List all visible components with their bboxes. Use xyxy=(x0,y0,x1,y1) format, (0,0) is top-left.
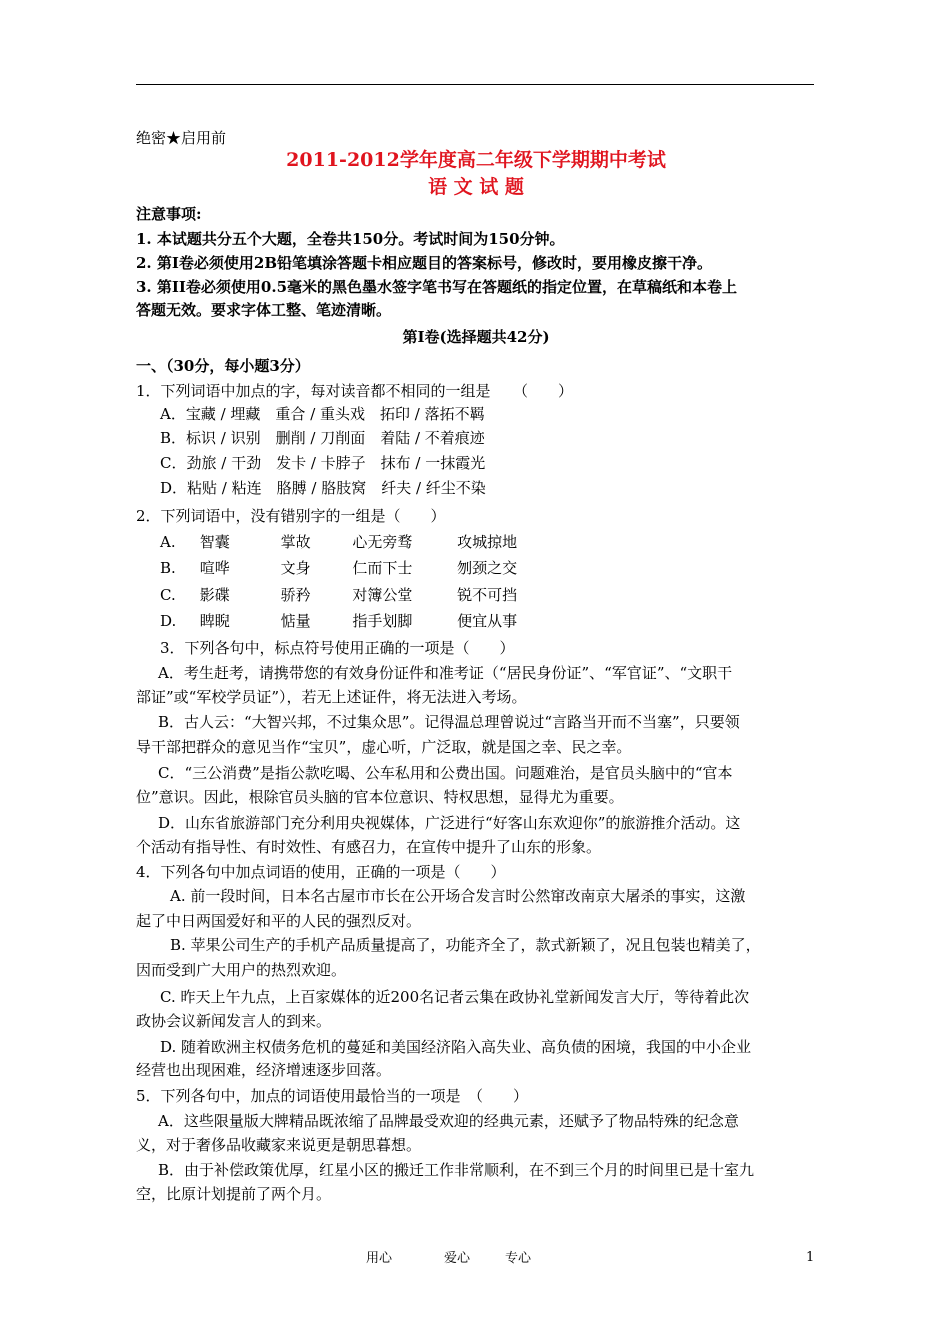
q2-word: 睥睨 xyxy=(199,612,230,630)
notice-item: 2. 第Ⅰ卷必须使用2B铅笔填涂答题卡相应题目的答案标号，修改时，要用橡皮擦干净。 xyxy=(136,254,713,272)
notice-heading: 注意事项: xyxy=(136,205,202,223)
q3-line: 个活动有指导性、有时效性、有感召力，在宣传中提升了山东的形象。 xyxy=(136,838,602,856)
q2-label: A. xyxy=(160,533,176,551)
q5-line: B．由于补偿政策优厚，红星小区的搬迁工作非常顺利，在不到三个月的时间里已是十室九 xyxy=(158,1161,755,1179)
q1-option-c: C．劲旅 / 干劲 发卡 / 卡脖子 抹布 / 一抹霞光 xyxy=(160,454,486,472)
page-number: 1 xyxy=(806,1250,815,1265)
q4-line: C. 昨天上午九点，上百家媒体的近200名记者云集在政协礼堂新闻发言大厅，等待着此次 xyxy=(160,988,750,1006)
footer-item: 爱心 xyxy=(444,1251,471,1266)
notice-item: 答题无效。要求字体工整、笔迹清晰。 xyxy=(136,301,392,319)
q2-word: 攻城掠地 xyxy=(457,533,518,551)
q2-word: 锐不可挡 xyxy=(457,586,518,604)
q3-line: 部证”或“军校学员证”），若无上述证件，将无法进入考场。 xyxy=(136,688,527,706)
q2-label: D. xyxy=(160,612,177,630)
exam-subtitle: 语 文 试 题 xyxy=(428,176,524,198)
q2-word: 文身 xyxy=(280,559,311,577)
q4-line: 政协会议新闻发言人的到来。 xyxy=(136,1012,332,1030)
q2-word: 影碟 xyxy=(199,586,230,604)
q4-line: 经营也出现困难，经济增速逐步回落。 xyxy=(136,1061,392,1079)
q2-row-b xyxy=(160,558,840,578)
q2-word: 心无旁骛 xyxy=(352,533,413,551)
header-rule xyxy=(136,84,814,85)
question-4-stem: 4．下列各句中加点词语的使用，正确的一项是（ ） xyxy=(136,863,506,881)
q5-line: 空，比原计划提前了两个月。 xyxy=(136,1185,332,1203)
q1-option-b: B．标识 / 识别 删削 / 刀削面 着陆 / 不着痕迹 xyxy=(160,429,485,447)
q2-row-c xyxy=(160,585,840,605)
q2-row-d xyxy=(160,611,840,631)
q5-line: 义，对于奢侈品收藏家来说更是朝思暮想。 xyxy=(136,1136,422,1154)
q2-word: 掌故 xyxy=(280,533,311,551)
q3-line: 导干部把群众的意见当作“宝贝”，虚心听，广泛取，就是国之幸、民之幸。 xyxy=(136,738,632,756)
q2-word: 骄矜 xyxy=(280,586,311,604)
question-1-stem: 1．下列词语中加点的字，每对读音都不相同的一组是 （ ） xyxy=(136,382,574,400)
q2-label: B. xyxy=(160,559,176,577)
q1-option-a: A．宝藏 / 埋藏 重合 / 重头戏 拓印 / 落拓不羁 xyxy=(160,405,485,423)
q3-line: C．“三公消费”是指公款吃喝、公车私用和公费出国。问题难治，是官员头脑中的“官本 xyxy=(158,764,733,782)
q3-line: A．考生赶考，请携带您的有效身份证件和准考证（“居民身份证”、“军官证”、“文职干 xyxy=(158,664,733,682)
footer-item: 用心 xyxy=(366,1251,393,1266)
notice-item: 3. 第II卷必须使用0.5毫米的黑色墨水签字笔书写在答题纸的指定位置，在草稿纸和本卷上 xyxy=(136,278,738,296)
q2-word: 对簿公堂 xyxy=(352,586,413,604)
q2-row-a xyxy=(160,532,840,552)
q3-line: B．古人云：“大智兴邦，不过集众思”。记得温总理曾说过“言路当开而不当塞”，只要领 xyxy=(158,713,740,731)
q2-word: 刎颈之交 xyxy=(457,559,518,577)
q2-word: 指手划脚 xyxy=(352,612,413,630)
q4-line: 因而受到广大用户的热烈欢迎。 xyxy=(136,961,347,979)
part-heading: 一、（30分，每小题3分） xyxy=(136,357,310,375)
notice-item: 1. 本试题共分五个大题，全卷共150分。考试时间为150分钟。 xyxy=(136,230,565,248)
question-2-stem: 2．下列词语中，没有错别字的一组是（ ） xyxy=(136,507,446,525)
secret-label: 绝密★启用前 xyxy=(136,129,227,147)
q4-line: A. 前一段时间，日本名古屋市市长在公开场合发言时公然窜改南京大屠杀的事实，这激 xyxy=(170,887,746,905)
q2-word: 便宜从事 xyxy=(457,612,518,630)
q3-line: D．山东省旅游部门充分利用央视媒体，广泛进行“好客山东欢迎你”的旅游推介活动。这 xyxy=(158,814,741,832)
q4-line: 起了中日两国爱好和平的人民的强烈反对。 xyxy=(136,912,422,930)
q2-word: 智囊 xyxy=(199,533,230,551)
q4-line: D. 随着欧洲主权债务危机的蔓延和美国经济陷入高失业、高负债的困境，我国的中小企业 xyxy=(160,1038,752,1056)
q2-word: 仁而下士 xyxy=(352,559,413,577)
section-title: 第Ⅰ卷(选择题共42分) xyxy=(402,328,550,346)
q5-line: A．这些限量版大牌精品既浓缩了品牌最受欢迎的经典元素，还赋予了物品特殊的纪念意 xyxy=(158,1112,739,1130)
q2-word: 喧哗 xyxy=(199,559,230,577)
exam-title: 2011-2012学年度高二年级下学期期中考试 xyxy=(286,149,666,171)
question-5-stem: 5．下列各句中，加点的词语使用最恰当的一项是 （ ） xyxy=(136,1087,529,1105)
q1-option-d: D．粘贴 / 粘连 胳膊 / 胳肢窝 纤夫 / 纤尘不染 xyxy=(160,479,486,497)
q2-label: C. xyxy=(160,586,176,604)
q4-line: B. 苹果公司生产的手机产品质量提高了，功能齐全了，款式新颖了，况且包装也精美了， xyxy=(170,936,761,954)
q3-line: 位”意识。因此，根除官员头脑的官本位意识、特权思想，显得尤为重要。 xyxy=(136,788,624,806)
footer-item: 专心 xyxy=(505,1251,532,1266)
q2-word: 惦量 xyxy=(280,612,311,630)
question-3-stem: 3．下列各句中，标点符号使用正确的一项是（ ） xyxy=(160,639,515,657)
